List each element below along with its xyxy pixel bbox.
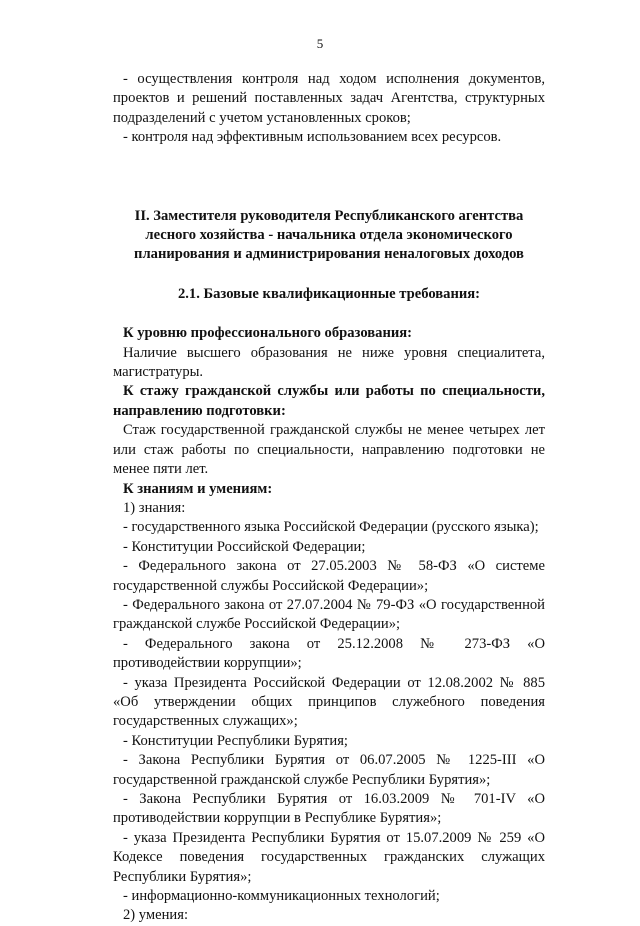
knowledge-item: - указа Президента Республики Бурятия от 15.07.2009 № 259 «О Кодексе поведения государственных гражданских служащих Республики Бурятия»; — [113, 829, 545, 885]
knowledge-heading: К знаниям и умениям: — [123, 480, 273, 497]
education-text: Наличие высшего образования не ниже уровня специалитета, магистратуры. — [113, 344, 545, 381]
page-number: 5 — [316, 36, 324, 51]
knowledge-item: - Федерального закона от 27.05.2003 № 58-ФЗ «О системе государственной службы Российской Федерации»; — [113, 558, 545, 594]
knowledge-item: - указа Президента Российской Федерации от 12.08.2002 № 885 «Об утверждении общих принципов служебного поведения государственных служащих»; — [113, 674, 545, 730]
document-body — [113, 70, 545, 926]
section-title: II. Заместителя руководителя Республиканского агентства лесного хозяйства - начальника отдела экономического планирования и администрирования неналоговых доходов — [134, 207, 524, 263]
knowledge-item: - государственного языка Российской Федерации (русского языка); — [123, 519, 539, 536]
spacer — [113, 304, 545, 324]
skills-subheading: 2) умения: — [123, 907, 189, 924]
knowledge-item: - информационно-коммуникационных технологий; — [123, 888, 440, 905]
knowledge-item: - Федерального закона от 27.07.2004 № 79-ФЗ «О государственной гражданской службе Российской Федерации»; — [113, 596, 545, 633]
knowledge-item: - Конституции Республики Бурятия; — [123, 732, 348, 749]
knowledge-subheading: 1) знания: — [123, 499, 186, 516]
knowledge-item: - Федерального закона от 25.12.2008 № 273-ФЗ «О противодействии коррупции»; — [113, 635, 545, 672]
experience-heading: К стажу гражданской службы или работы по специальности, направлению подготовки: — [113, 383, 545, 419]
spacer — [113, 265, 545, 285]
subsection-title: 2.1. Базовые квалификационные требования: — [177, 285, 481, 302]
experience-text: Стаж государственной гражданской службы не менее четырех лет или стаж работы по специальности, направлению подготовки не менее пяти лет. — [113, 422, 545, 478]
knowledge-item: - Закона Республики Бурятия от 16.03.2009 № 701-IV «О противодействии коррупции в Республике Бурятия»; — [113, 791, 545, 827]
knowledge-item: - Конституции Российской Федерации; — [123, 538, 366, 555]
intro-item: - осуществления контроля над ходом исполнения документов, проектов и решений поставленных задач Агентства, структурных подразделений с учетом установленных сроков; — [113, 71, 545, 126]
education-heading: К уровню профессионального образования: — [123, 325, 413, 342]
knowledge-item: - Закона Республики Бурятия от 06.07.2005 № 1225-III «О государственной гражданской службе Республики Бурятия»; — [113, 752, 545, 788]
spacer — [113, 148, 545, 207]
intro-item: - контроля над эффективным использованием всех ресурсов. — [123, 129, 502, 146]
